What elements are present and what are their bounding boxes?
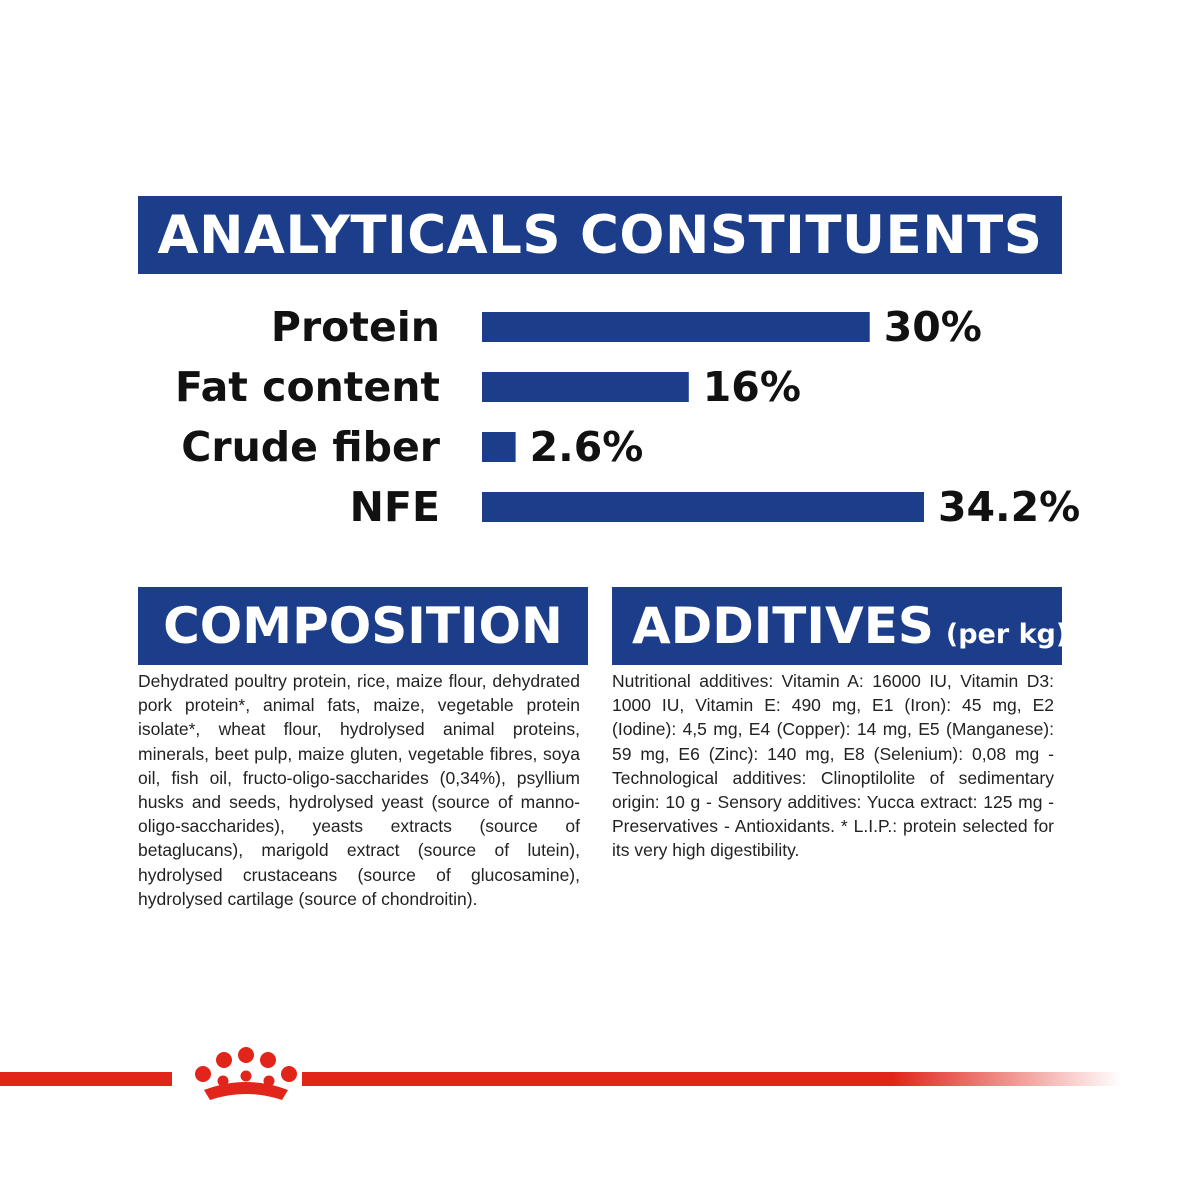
bar-nfe: [482, 492, 924, 522]
bar-crude-fiber: [482, 432, 516, 462]
composition-text: Dehydrated poultry protein, rice, maize flour, dehydrated pork protein*, animal fats, maize, vegetable protein isolate*, wheat flour, hydrolysed animal proteins, minerals, beet pulp, maize gluten, vegetable fibres, soya oil, fish oil, fructo-oligo-saccharides (0,34%), psyllium husks and seeds, hydrolysed yeast (source of manno-oligo-saccharides), yeasts extracts (source of betaglucans), marigold extract (source of lutein), hydrolysed crustaceans (source of glucosamine), hydrolysed cartilage (source of chondroitin).: [138, 671, 580, 909]
composition-title: COMPOSITION: [138, 587, 588, 665]
additives-title: ADDITIVES: [632, 597, 934, 655]
value-label-fat-content: 16%: [702, 363, 801, 411]
category-label-nfe: NFE: [349, 483, 440, 531]
category-label-fat-content: Fat content: [175, 363, 440, 411]
additives-subtitle: (per kg): [945, 618, 1069, 650]
category-label-crude-fiber: Crude fiber: [181, 423, 440, 471]
analytics-title: ANALYTICALS CONSTITUENTS: [138, 196, 1062, 274]
bar-protein: [482, 312, 870, 342]
additives-text: Nutritional additives: Vitamin A: 16000 IU, Vitamin D3: 1000 IU, Vitamin E: 490 mg, E1 (Iron): 45 mg, E2 (Iodine): 4,5 mg, E4 (Copper): 14 mg, E5 (Manganese): 59 mg, E6 (Zinc): 140 mg, E8 (Selenium): 0,08 mg - Technological additives: Clinoptilolite of sedimentary origin: 10 g - Sensory additives: Yucca extract: 125 mg - Preservatives - Antioxidants. * L.I.P.: protein selected for its very high digestibility.: [612, 671, 1054, 861]
red-stripe-right: [302, 1072, 1122, 1086]
additives-title-banner: [612, 587, 1069, 665]
brand-bar: [0, 1040, 1200, 1120]
value-label-crude-fiber: 2.6%: [529, 423, 644, 471]
nutrient-bar-chart: [0, 0, 1200, 560]
bar-fat-content: [482, 372, 689, 402]
value-label-nfe: 34.2%: [938, 483, 1081, 531]
category-label-protein: Protein: [270, 303, 440, 351]
value-label-protein: 30%: [883, 303, 982, 351]
crown-icon: [195, 1047, 297, 1100]
red-stripe-left: [0, 1072, 172, 1086]
